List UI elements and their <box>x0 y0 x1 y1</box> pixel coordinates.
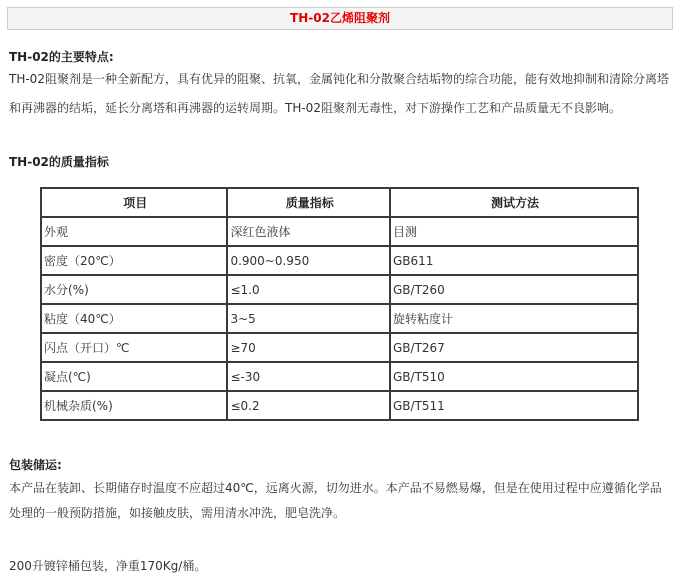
cell-spec: ≤-30 <box>227 362 390 391</box>
table-row <box>41 275 638 304</box>
header-item: 项目 <box>41 188 227 217</box>
cell-item: 闪点（开口）℃ <box>41 333 227 362</box>
cell-item: 水分(%) <box>41 275 227 304</box>
storage-heading: 包装储运: <box>9 458 62 472</box>
header-spec: 质量指标 <box>227 188 390 217</box>
page-title: TH-02乙烯阻聚剂 <box>7 7 673 30</box>
cell-method: GB611 <box>390 246 638 275</box>
table-row <box>41 304 638 333</box>
cell-method: GB/T511 <box>390 391 638 420</box>
features-line-2: 和再沸器的结垢，延长分离塔和再沸器的运转周期。TH-02阻聚剂无毒性，对下游操作工艺和产品质量无不良影响。 <box>9 101 621 115</box>
cell-method: 旋转粘度计 <box>390 304 638 333</box>
cell-item: 机械杂质(%) <box>41 391 227 420</box>
cell-spec: 深红色液体 <box>227 217 390 246</box>
cell-method: GB/T267 <box>390 333 638 362</box>
features-line-1: TH-02阻聚剂是一种全新配方，具有优异的阻聚、抗氧，金属钝化和分散聚合结垢物的综合功能，能有效地抑制和清除分离塔 <box>9 72 669 86</box>
cell-spec: 3~5 <box>227 304 390 333</box>
table-header-row <box>41 188 638 217</box>
cell-spec: ≤0.2 <box>227 391 390 420</box>
cell-spec: ≤1.0 <box>227 275 390 304</box>
quality-spec-table <box>40 187 639 421</box>
cell-item: 凝点(℃) <box>41 362 227 391</box>
packaging-note: 200升镀锌桶包装，净重170Kg/桶。 <box>9 559 207 573</box>
header-method: 测试方法 <box>390 188 638 217</box>
features-heading: TH-02的主要特点: <box>9 50 114 64</box>
cell-method: GB/T510 <box>390 362 638 391</box>
cell-item: 外观 <box>41 217 227 246</box>
table-row <box>41 391 638 420</box>
cell-method: GB/T260 <box>390 275 638 304</box>
table-row <box>41 217 638 246</box>
quality-heading: TH-02的质量指标 <box>9 155 109 169</box>
cell-spec: 0.900~0.950 <box>227 246 390 275</box>
cell-item: 粘度（40℃） <box>41 304 227 333</box>
table-row <box>41 333 638 362</box>
storage-line-1: 本产品在装卸、长期储存时温度不应超过40℃，远离火源，切勿进水。本产品不易燃易爆，但是在使用过程中应遵循化学品 <box>9 481 662 495</box>
cell-item: 密度（20℃） <box>41 246 227 275</box>
cell-spec: ≥70 <box>227 333 390 362</box>
storage-line-2: 处理的一般预防措施，如接触皮肤，需用清水冲洗，肥皂洗净。 <box>9 506 346 520</box>
cell-method: 目测 <box>390 217 638 246</box>
table-row <box>41 246 638 275</box>
table-row <box>41 362 638 391</box>
